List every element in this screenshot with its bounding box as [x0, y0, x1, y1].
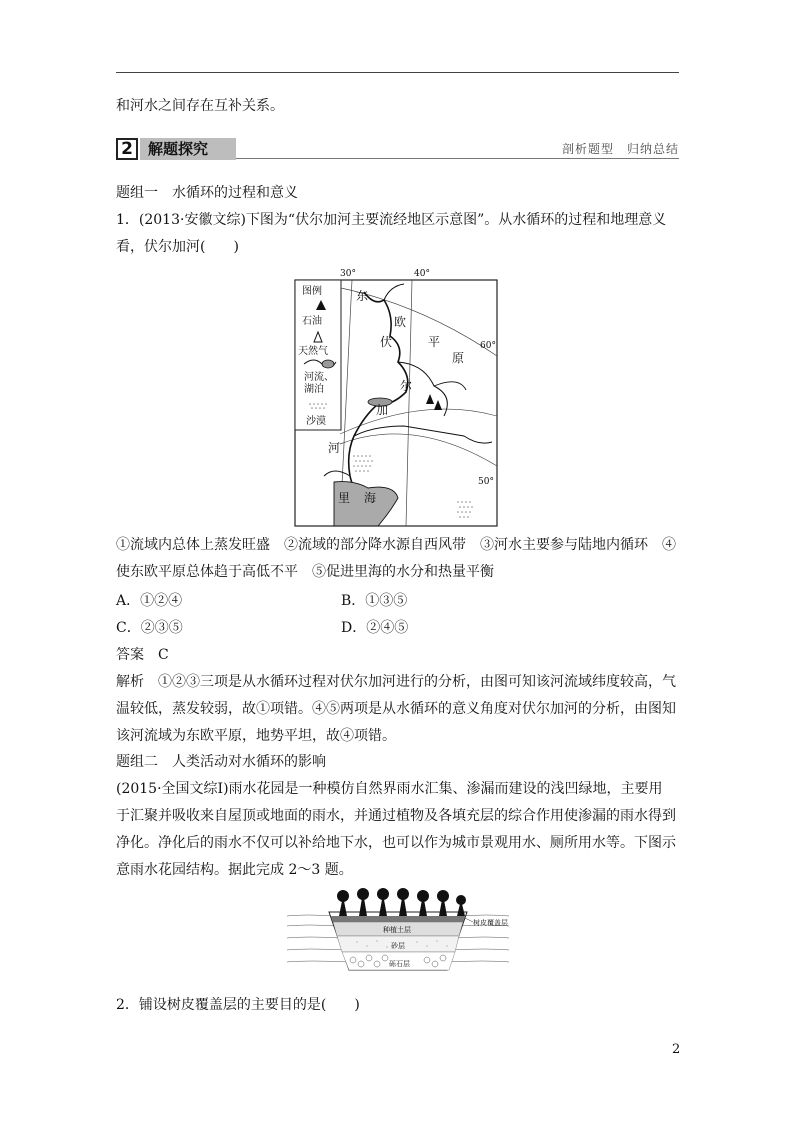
garden-label-soil: 种植土层 — [383, 926, 411, 934]
analysis-line3: 该河流域为东欧平原，地势平坦，故④项错。 — [116, 728, 396, 744]
section-title: 解题探究 — [140, 138, 236, 160]
map-label-fu: 伏 — [380, 335, 393, 349]
group2-title: 题组二 人类活动对水循环的影响 — [116, 754, 326, 770]
legend-gas: 天然气 — [298, 346, 328, 357]
map-label-li: 里 — [338, 491, 351, 505]
legend-title: 图例 — [302, 286, 322, 297]
rain-garden-figure — [287, 886, 509, 982]
legend-oil: 石油 — [302, 316, 322, 327]
answer: 答案 C — [116, 647, 169, 663]
q1-statements-line2: 使东欧平原总体趋于高低不平 ⑤促进里海的水分和热量平衡 — [116, 564, 494, 580]
deg-40: 40° — [414, 269, 430, 279]
header-rule — [116, 72, 679, 73]
intro-line: 和河水之间存在互补关系。 — [116, 98, 284, 114]
bark-leader — [465, 918, 473, 922]
passage-line3: 净化。净化后的雨水不仅可以补给地下水，也可以作为城市景观用水、厕所用水等。下图示 — [116, 835, 676, 851]
q1-option-c: C．②③⑤ — [116, 620, 183, 636]
legend-river1: 河流、 — [304, 372, 334, 383]
map-label-ou: 欧 — [394, 315, 407, 329]
garden-label-sand: 砂层 — [391, 942, 405, 950]
legend-desert: 沙漠 — [306, 416, 326, 427]
q1-line1: 1．(2013·安徽文综)下图为“伏尔加河主要流经地区示意图”。从水循环的过程和地理意义 — [116, 212, 667, 228]
volga-map-figure — [294, 266, 498, 528]
passage-line1: (2015·全国文综Ⅰ)雨水花园是一种模仿自然界雨水汇集、渗漏而建设的浅凹绿地，主要用 — [116, 781, 663, 797]
q1-line2: 看，伏尔加河( ) — [116, 239, 239, 255]
passage-line2: 于汇聚并吸收来自屋顶或地面的雨水，并通过植物及各填充层的综合作用使渗漏的雨水得到 — [116, 808, 676, 824]
map-label-er: 尔 — [400, 379, 413, 393]
map-label-dong: 东 — [356, 289, 369, 303]
deg-50: 50° — [478, 477, 494, 487]
page-number: 2 — [672, 1042, 681, 1057]
bark-layer — [331, 916, 465, 922]
q1-option-a: A．①②④ — [116, 593, 183, 609]
q2: 2．铺设树皮覆盖层的主要目的是( ) — [116, 997, 360, 1013]
section-subtitle: 剖析题型 归纳总结 — [561, 142, 679, 156]
garden-label-gravel: 砾石层 — [389, 960, 410, 968]
map-label-he: 河 — [328, 441, 341, 455]
analysis-line1: 解析 ①②③三项是从水循环过程对伏尔加河进行的分析，由图可知该河流域纬度较高，气 — [116, 674, 676, 690]
garden-label-bark: 树皮覆盖层 — [473, 919, 508, 927]
q1-option-b: B．①③⑤ — [341, 593, 408, 609]
map-label-ping: 平 — [428, 335, 441, 349]
group1-title: 题组一 水循环的过程和意义 — [116, 185, 298, 201]
q1-option-d: D．②④⑤ — [341, 620, 409, 636]
passage-line4: 意雨水花园结构。据此完成 2～3 题。 — [116, 862, 353, 878]
deg-30: 30° — [340, 269, 356, 279]
section-banner — [116, 138, 679, 162]
section-number: 2 — [116, 138, 138, 160]
analysis-line2: 温较低，蒸发较弱，故①项错。④⑤两项是从水循环的意义角度对伏尔加河的分析，由图知 — [116, 701, 676, 717]
deg-60: 60° — [480, 341, 496, 351]
map-label-jia: 加 — [376, 403, 389, 417]
lake-icon — [322, 360, 334, 368]
q1-statements-line1: ①流域内总体上蒸发旺盛 ②流域的部分降水源自西风带 ③河水主要参与陆地内循环 ④ — [116, 537, 676, 553]
map-label-yuan: 原 — [452, 351, 465, 365]
legend-river2: 湖泊 — [304, 384, 324, 395]
map-label-hai: 海 — [364, 491, 377, 505]
section-rule — [236, 158, 679, 159]
